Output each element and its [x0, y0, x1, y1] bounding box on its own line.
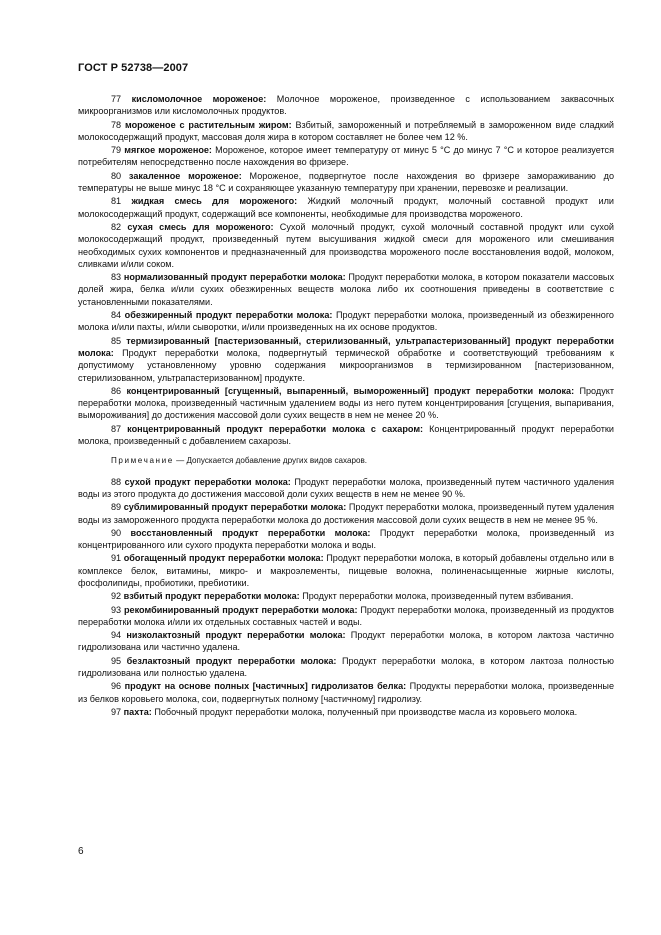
- definition-entry: [78, 680, 614, 705]
- entry-definition: Продукт переработки молока, в котором показатели массовых долей жира, белка и/или сухих обезжиренных веществ молока либо их соотношения приведены в соответствие с установленными показателями.: [78, 272, 615, 307]
- entry-term: сухая смесь для мороженого:: [127, 221, 274, 232]
- entry-term: сухой продукт переработки молока:: [124, 476, 291, 487]
- definition-entry: [78, 195, 614, 220]
- entry-term: низколактозный продукт переработки молока:: [126, 630, 346, 641]
- entry-definition: Продукт переработки молока, произведенный из обезжиренного молока и/или пахты, и/или сыворотки, и/или произведенных на их основе продуктов.: [78, 310, 614, 333]
- entry-term: рекомбинированный продукт переработки молока:: [124, 604, 358, 615]
- entry-number: 89: [111, 502, 122, 513]
- entry-number: 95: [111, 655, 122, 666]
- entry-definition: Взбитый, замороженный и потребляемый в замороженном виде сладкий молокосодержащий продукт, массовая доля жира в котором составляет не более чем 12 %.: [78, 119, 615, 142]
- definition-entry: [78, 309, 614, 334]
- entry-term: сублимированный продукт переработки молока:: [123, 502, 347, 513]
- entry-definition: Продукт переработки молока, в котором лактоза полностью гидролизована или полностью удалена.: [78, 655, 614, 679]
- entry-definition: Продукт переработки молока, подвергнутый термической обработке и соответствующий требованиям к допустимому установленному уровню содержания микроорганизмов в термизированном [пастеризованном, стерилизованном, ультрапастеризованном] продукте.: [78, 347, 614, 383]
- entry-number: 86: [111, 385, 122, 396]
- entry-number: 97: [111, 706, 122, 717]
- definition-entry: [78, 604, 614, 629]
- entry-term: обогащенный продукт переработки молока:: [123, 553, 324, 564]
- entry-definition: Продукт переработки молока, произведенный из концентрированного или сухого продукта переработки молока и воды.: [78, 527, 615, 551]
- entry-definition: Мороженое, подвергнутое после нахождения во фризере замораживанию до температуры не выше минус 18 °C и сохраняющее указанную температуру при хранении, перевозке и реализации.: [78, 170, 615, 194]
- entry-definition: Побочный продукт переработки молока, полученный при производстве масла из коровьего молока.: [151, 706, 578, 717]
- entry-number: 85: [111, 335, 122, 346]
- entry-term: продукт на основе полных [частичных] гидролизатов белка:: [124, 681, 407, 692]
- entry-definition: Продукт переработки молока, в который добавлены отдельно или в комплексе белок, витамины, микро- и макроэлементы, пищевые волокна, полиненасыщенные жирные кислоты, фосфолипиды, пробиотики, пребиотики.: [78, 553, 614, 588]
- entry-number: 77: [111, 94, 122, 104]
- entry-number: 87: [111, 423, 122, 434]
- entry-definition: Продукт переработки молока, произведенный путем удаления воды из замороженного продукта переработки молока до достижения массовой доли сухих веществ в нем не менее 95 %.: [78, 502, 614, 525]
- entry-definition: Сухой молочный продукт, сухой молочный составной продукт или сухой молокосодержащий продукт, произведенный путем высушивания жидкой смеси для мороженого или смешивания необходимых сухих компонентов и предназначенный для производства мороженого после восстановления водой, молоком, сливками и/или соком.: [78, 221, 614, 269]
- definition-entry: [78, 629, 614, 654]
- entry-number: 79: [111, 145, 122, 156]
- entry-term: мягкое мороженое:: [124, 145, 212, 156]
- entry-definition: Продукты переработки молока, произведенные из белков коровьего молока, сои, подвергнутых полному [частичному] гидролизу.: [78, 681, 614, 704]
- definition-entry: [78, 221, 614, 270]
- entry-term: пахта:: [123, 706, 152, 717]
- definition-entry: [78, 527, 614, 552]
- note-text: — Допускается добавление других видов сахаров.: [173, 456, 368, 466]
- note: [78, 455, 614, 467]
- definition-entry: [78, 170, 614, 195]
- entry-number: 82: [111, 221, 122, 232]
- entry-term: безлактозный продукт переработки молока:: [126, 655, 337, 666]
- definition-entry: [78, 552, 614, 589]
- entry-term: концентрированный [сгущенный, выпаренный, вымороженный] продукт переработки молока:: [126, 385, 575, 396]
- definition-entry: [78, 119, 614, 144]
- entry-number: 84: [111, 310, 122, 321]
- entry-term: жидкая смесь для мороженого:: [131, 196, 298, 207]
- definition-list: [78, 476, 614, 719]
- definition-entry: [78, 476, 614, 501]
- entry-term: термизированный [пастеризованный, стерилизованный, ультрапастеризованный] продукт переработки молока:: [78, 335, 614, 358]
- definition-entry: [78, 423, 614, 448]
- entry-definition: Молочное мороженое, произведенное с использованием заквасочных микроорганизмов или кисломолочных продуктов.: [78, 94, 614, 117]
- entry-number: 80: [111, 170, 122, 181]
- entry-definition: Продукт переработки молока, произведенный путем взбивания.: [299, 591, 574, 602]
- entry-term: мороженое с растительным жиром:: [124, 119, 292, 130]
- entry-definition: Продукт переработки молока, произведенный частичным удалением воды из него путем концентрирования [сгущения, выпаривания, вымороживания] до достижения массовой доли сухих веществ в нем не менее 20 %.: [78, 385, 615, 421]
- entry-number: 92: [111, 591, 122, 602]
- entry-term: восстановленный продукт переработки молока:: [130, 527, 371, 538]
- definition-entry: [78, 590, 614, 602]
- entry-definition: Концентрированный продукт переработки молока, произведенный с добавлением сахарозы.: [78, 423, 614, 447]
- definition-entry: [78, 706, 614, 718]
- entry-definition: Жидкий молочный продукт, молочный составной продукт или молокосодержащий продукт, содержащий все компоненты, необходимые для производства мороженого.: [78, 196, 614, 219]
- definition-entry: [78, 655, 614, 680]
- entry-number: 93: [111, 604, 122, 615]
- entry-definition: Продукт переработки молока, произведенный путем частичного удаления воды из этого продукта до достижения массовой доли сухих веществ в нем не менее 90 %.: [78, 476, 614, 499]
- definition-entry: [78, 335, 614, 384]
- definition-entry: [78, 271, 614, 308]
- entry-term: закаленное мороженое:: [128, 170, 242, 181]
- entry-number: 90: [111, 527, 122, 538]
- entry-definition: Мороженое, которое имеет температуру от минус 5 °C до минус 7 °C и которое реализуется потребителям непосредственно после нахождения во фризере.: [78, 145, 615, 168]
- definitions-content: [78, 93, 614, 719]
- entry-number: 81: [111, 196, 122, 207]
- entry-number: 91: [111, 553, 122, 564]
- entry-number: 88: [111, 476, 122, 487]
- definition-list: [78, 93, 614, 447]
- entry-term: обезжиренный продукт переработки молока:: [124, 310, 333, 321]
- entry-term: концентрированный продукт переработки молока с сахаром:: [127, 423, 424, 434]
- definition-entry: [78, 501, 614, 526]
- entry-number: 94: [111, 630, 122, 641]
- page-number: 6: [78, 846, 84, 857]
- entry-definition: Продукт переработки молока, в котором лактоза частично гидролизована или частично удалена.: [78, 630, 614, 653]
- entry-number: 78: [111, 119, 122, 130]
- definition-entry: [78, 93, 614, 118]
- standard-header: ГОСТ Р 52738—2007: [78, 62, 189, 74]
- entry-number: 83: [111, 272, 122, 283]
- entry-term: кисломолочное мороженое:: [131, 94, 267, 104]
- entry-number: 96: [111, 681, 122, 692]
- entry-term: нормализованный продукт переработки молока:: [123, 272, 346, 283]
- entry-definition: Продукт переработки молока, произведенный из продуктов переработки молока и/или их отдельных составных частей и воды.: [78, 604, 614, 627]
- definition-entry: [78, 144, 614, 169]
- note-label: Примечание: [111, 456, 174, 466]
- entry-term: взбитый продукт переработки молока:: [123, 591, 300, 602]
- definition-entry: [78, 385, 614, 422]
